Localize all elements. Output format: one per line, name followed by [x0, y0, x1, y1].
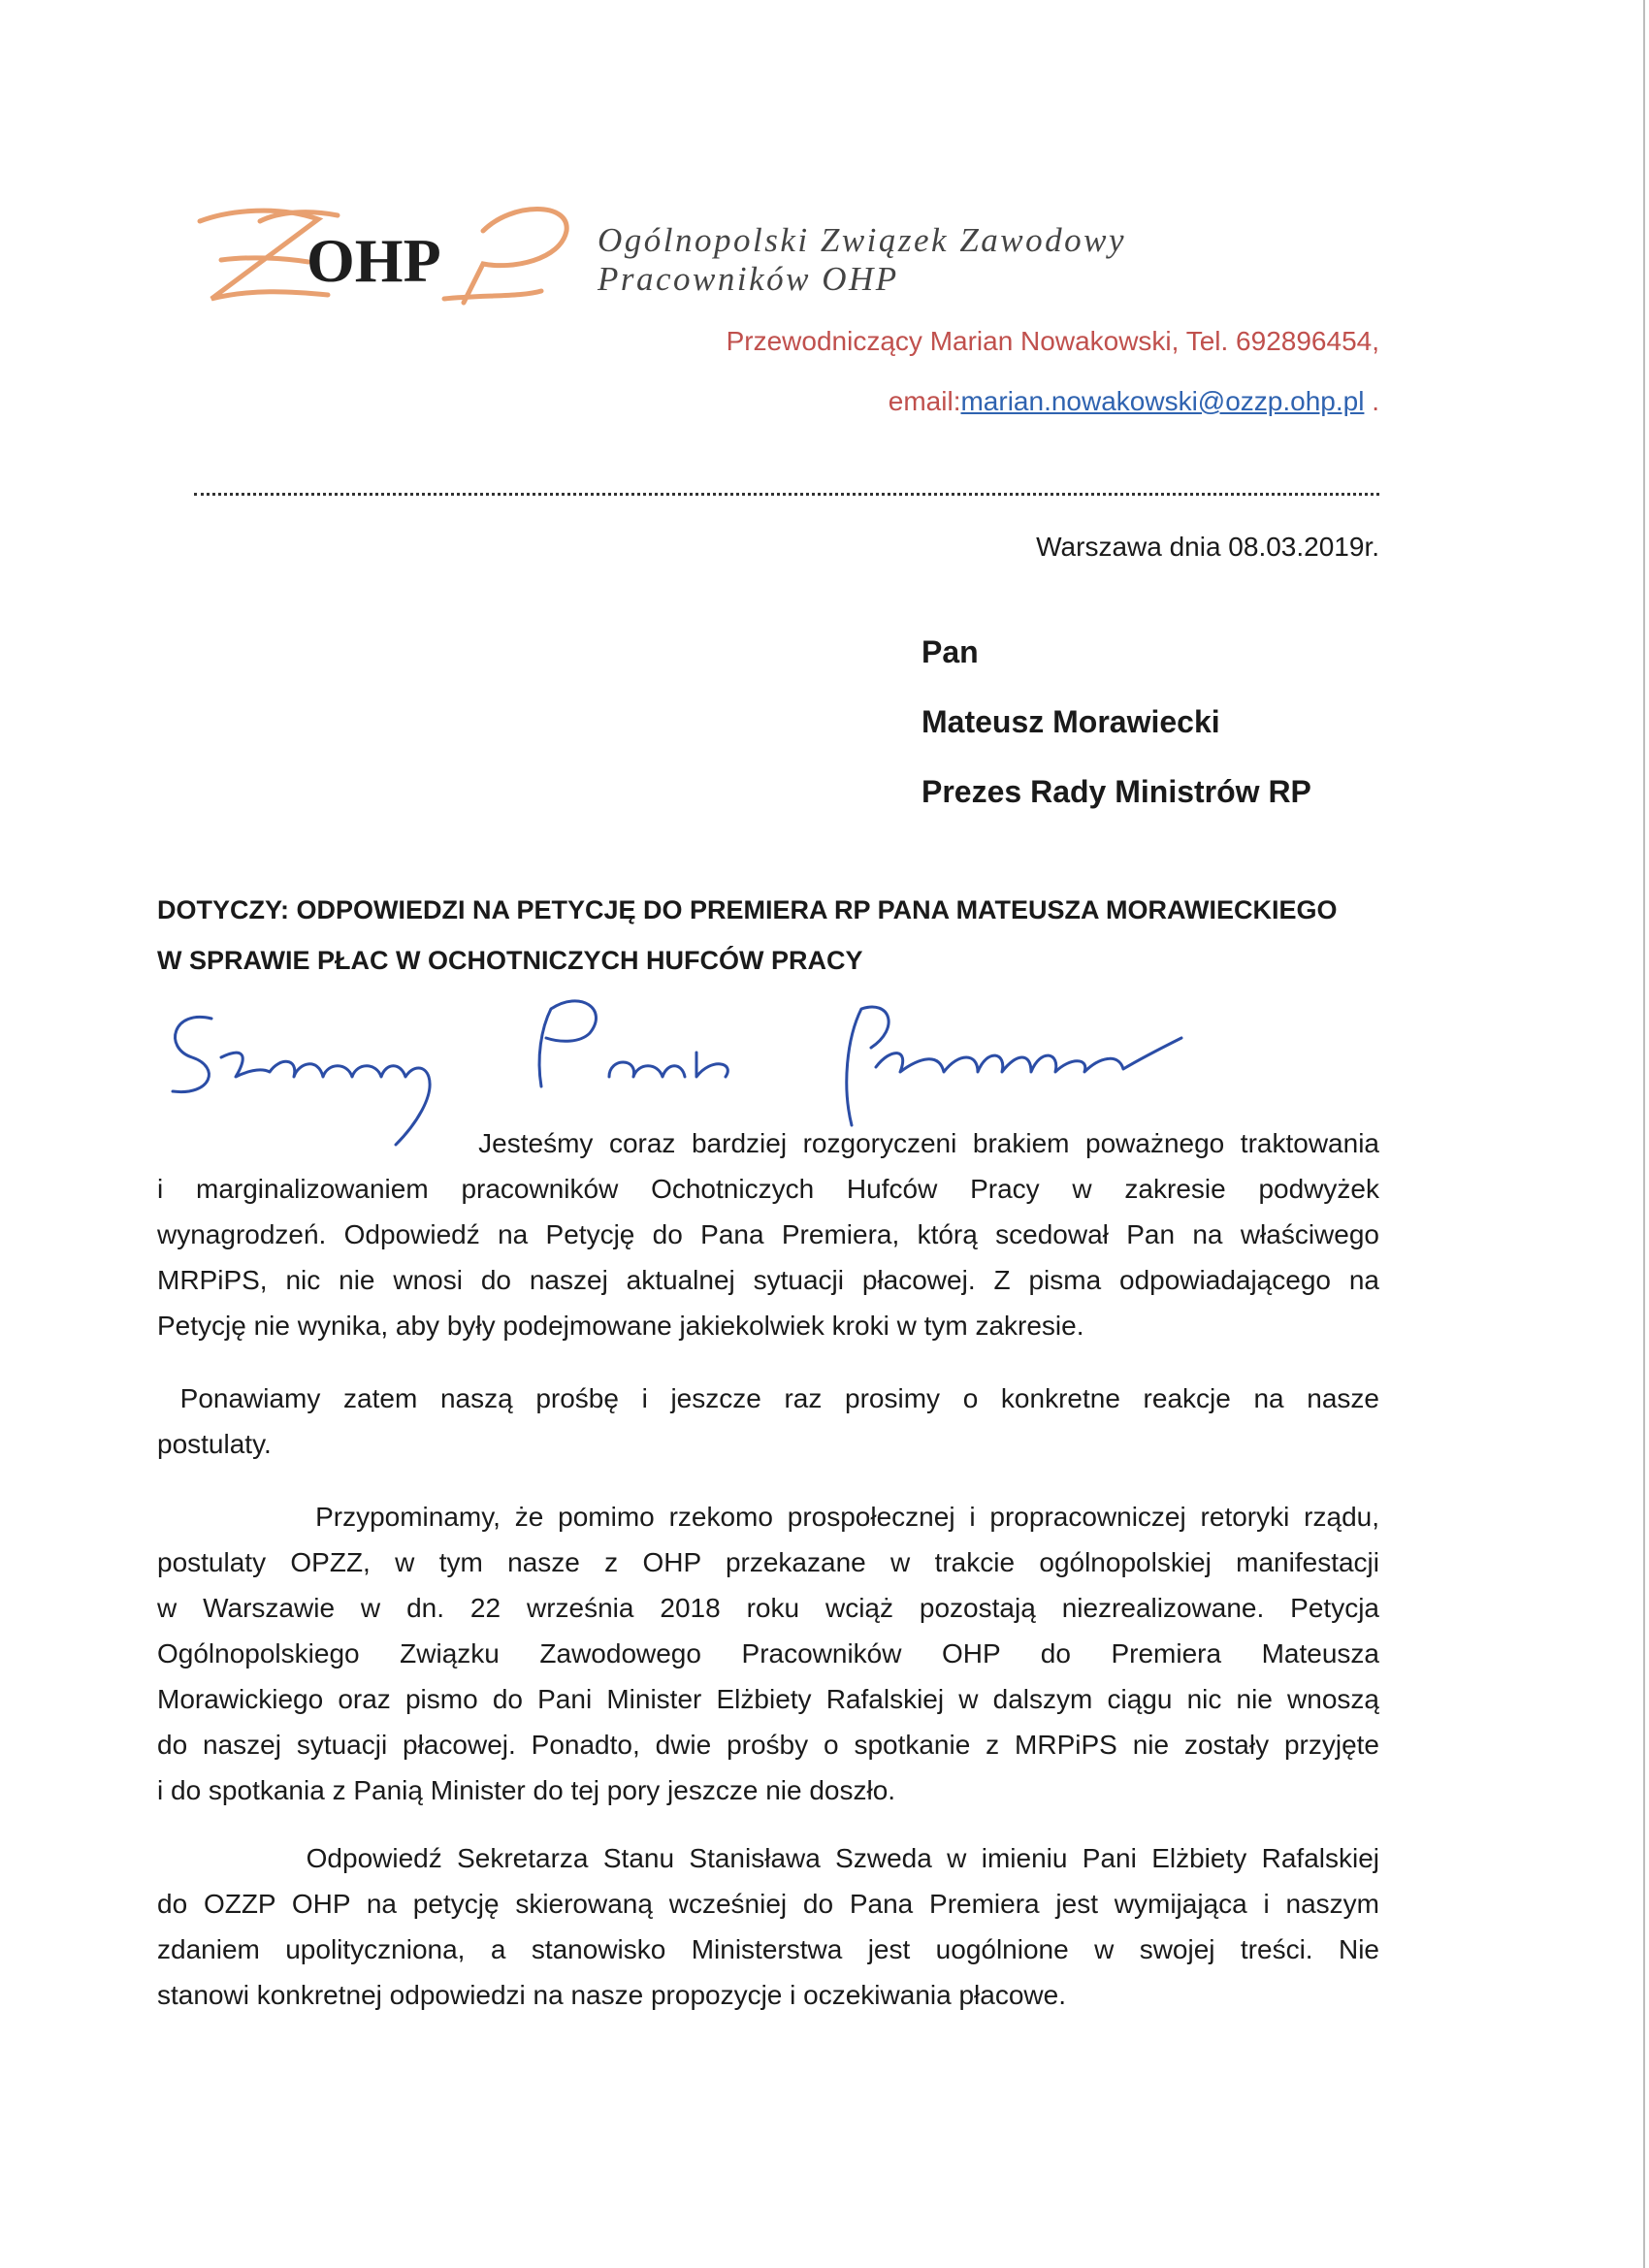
organization-name: [598, 221, 1277, 299]
dotted-separator: [194, 493, 1379, 496]
paragraph-3: [157, 1494, 1379, 1813]
date-line: Warszawa dnia 08.03.2019r.: [1036, 532, 1379, 562]
org-name-line-2: Pracowników OHP: [598, 260, 899, 298]
paragraph-line: Ogólnopolskiego Związku Zawodowego Pracowników OHP do Premiera Mateusza: [157, 1638, 1379, 1669]
paragraph-line: stanowi konkretnej odpowiedzi na nasze propozycje i oczekiwania płacowe.: [157, 1980, 1066, 2010]
logo-text: OHP: [307, 226, 441, 295]
paragraph-line: i do spotkania z Panią Minister do tej pory jeszcze nie doszło.: [157, 1775, 896, 1805]
paragraph-line: w Warszawie w dn. 22 września 2018 roku wciąż pozostają niezrealizowane. Petycja: [157, 1593, 1379, 1623]
addressee-salutation: Pan: [922, 634, 979, 669]
org-name-line-1: Ogólnopolski Związek Zawodowy: [598, 221, 1127, 259]
addressee-name: Mateusz Morawiecki: [922, 704, 1220, 739]
paragraph-2: [157, 1376, 1379, 1467]
ohp-logo: [192, 202, 572, 308]
paragraph-line: do naszej sytuacji płacowej. Ponadto, dwie prośby o spotkanie z MRPiPS nie zostały przyjęte: [157, 1730, 1379, 1760]
paragraph-4: [157, 1835, 1379, 2018]
paragraph-line: wynagrodzeń. Odpowiedź na Petycję do Pana Premiera, którą scedował Pan na właściwego: [157, 1219, 1379, 1249]
paragraph-1: [157, 1120, 1379, 1348]
paragraph-line: Przypominamy, że pomimo rzekomo prospołecznej i propracowniczej retoryki rządu,: [157, 1502, 1379, 1532]
paragraph-line: zdaniem upolityczniona, a stanowisko Ministerstwa jest uogólnione w swojej treści. Nie: [157, 1934, 1379, 1964]
subject-line-2: W SPRAWIE PŁAC W OCHOTNICZYCH HUFCÓW PRACY: [157, 946, 863, 975]
page-edge: [1643, 0, 1645, 2268]
paragraph-line: postulaty.: [157, 1429, 272, 1459]
subject-line-1: DOTYCZY: ODPOWIEDZI NA PETYCJĘ DO PREMIERA RP PANA MATEUSZA MORAWIECKIEGO: [157, 895, 1338, 924]
paragraph-line: Morawickiego oraz pismo do Pani Minister Elżbiety Rafalskiej w dalszym ciągu nic nie wnoszą: [157, 1684, 1379, 1714]
paragraph-line: postulaty OPZZ, w tym nasze z OHP przekazane w trakcie ogólnopolskiej manifestacji: [157, 1547, 1379, 1577]
paragraph-line: Ponawiamy zatem naszą prośbę i jeszcze raz prosimy o konkretne reakcje na nasze: [157, 1383, 1379, 1413]
chairman-contact: Przewodniczący Marian Nowakowski, Tel. 692896454,: [726, 326, 1379, 356]
paragraph-line: Jesteśmy coraz bardziej rozgoryczeni brakiem poważnego traktowania: [157, 1128, 1379, 1158]
subject-line: [157, 885, 1379, 986]
email-suffix: .: [1364, 386, 1379, 416]
addressee-title: Prezes Rady Ministrów RP: [922, 774, 1311, 809]
paragraph-line: i marginalizowaniem pracowników Ochotniczych Hufców Pracy w zakresie podwyżek: [157, 1174, 1379, 1204]
paragraph-line: Odpowiedź Sekretarza Stanu Stanisława Szweda w imieniu Pani Elżbiety Rafalskiej: [157, 1843, 1379, 1873]
email-link[interactable]: marian.nowakowski@ozzp.ohp.pl: [960, 386, 1365, 416]
email-contact: [889, 386, 1379, 417]
email-label: email:: [888, 386, 961, 416]
addressee-block: [922, 617, 1311, 826]
paragraph-line: MRPiPS, nic nie wnosi do naszej aktualnej sytuacji płacowej. Z pisma odpowiadającego na: [157, 1265, 1379, 1295]
paragraph-line: do OZZP OHP na petycję skierowaną wcześniej do Pana Premiera jest wymijająca i naszym: [157, 1889, 1379, 1919]
paragraph-line: Petycję nie wynika, aby były podejmowane jakiekolwiek kroki w tym zakresie.: [157, 1311, 1084, 1341]
